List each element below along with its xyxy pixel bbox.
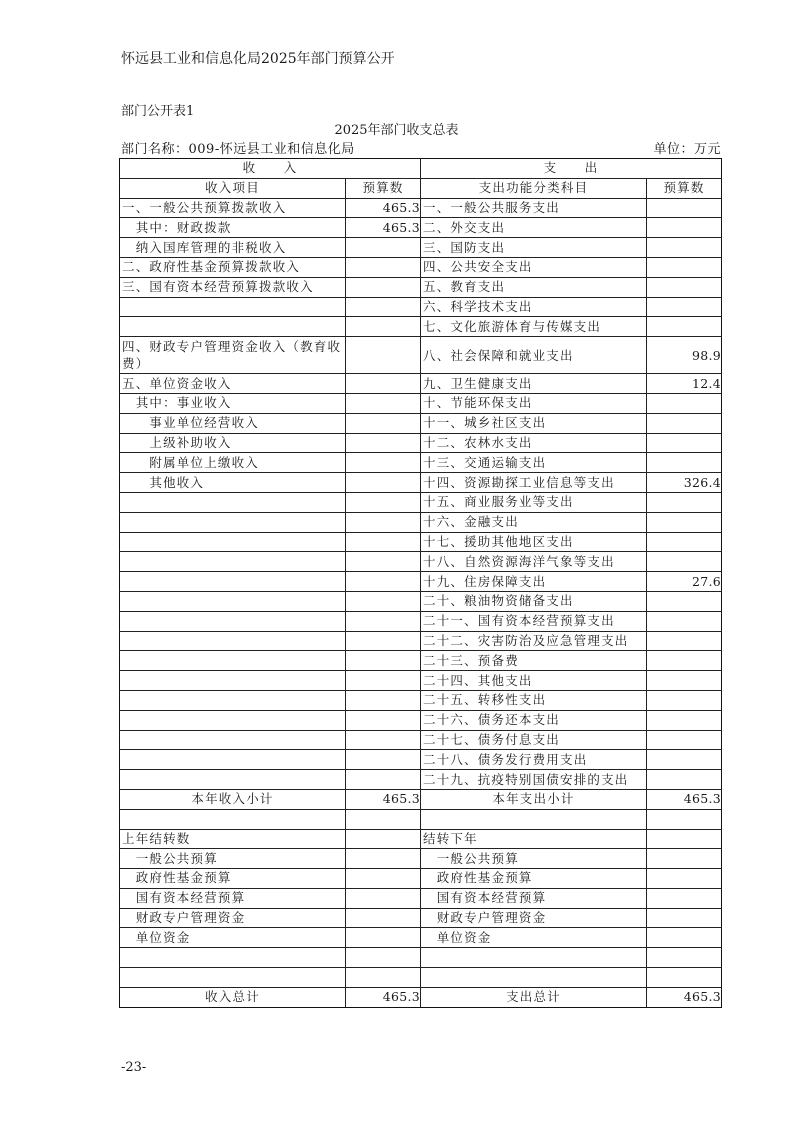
- income-budget-cell: [346, 512, 421, 532]
- expense-budget-cell: [647, 690, 722, 710]
- col-expense-budget: 预算数: [647, 178, 722, 198]
- expense-item-cell: 二十六、债务还本支出: [421, 710, 647, 730]
- expense-budget-cell: [647, 611, 722, 631]
- table-row: [120, 987, 722, 1007]
- expense-budget-cell: [647, 651, 722, 671]
- income-budget-cell: [346, 770, 421, 790]
- income-item-cell: [120, 809, 346, 829]
- expense-item-cell: 二十四、其他支出: [421, 671, 647, 691]
- income-item-cell: 三、国有资本经营预算拨款收入: [120, 277, 346, 297]
- income-budget-cell: [346, 829, 421, 849]
- income-budget-cell: 465.3: [346, 987, 421, 1007]
- income-item-cell: 上级补助收入: [120, 433, 346, 453]
- table-body: [120, 159, 722, 1008]
- table-row: [120, 277, 722, 297]
- expense-item-cell: 十二、农林水支出: [421, 433, 647, 453]
- table-row: [120, 750, 722, 770]
- table-row: [120, 218, 722, 238]
- income-item-cell: [120, 750, 346, 770]
- income-budget-cell: 465.3: [346, 198, 421, 218]
- table-row: [120, 968, 722, 988]
- expense-item-cell: 二十九、抗疫特别国债安排的支出: [421, 770, 647, 790]
- expense-item-cell: 五、教育支出: [421, 277, 647, 297]
- table-row: [120, 572, 722, 592]
- unit-label: 单位：万元: [653, 142, 721, 157]
- income-item-cell: [120, 631, 346, 651]
- expense-budget-cell: [647, 238, 722, 258]
- expense-budget-cell: 98.9: [647, 337, 722, 374]
- group-expense-header: 支 出: [421, 159, 722, 179]
- income-budget-cell: [346, 948, 421, 968]
- col-income-budget: 预算数: [346, 178, 421, 198]
- income-budget-cell: [346, 433, 421, 453]
- table-row: [120, 928, 722, 948]
- income-item-cell: 其中：事业收入: [120, 393, 346, 413]
- income-item-cell: 一、一般公共预算拨款收入: [120, 198, 346, 218]
- expense-budget-cell: [647, 277, 722, 297]
- income-budget-cell: [346, 257, 421, 277]
- income-budget-cell: [346, 908, 421, 928]
- income-item-cell: 单位资金: [120, 928, 346, 948]
- expense-item-cell: 二十、粮油物资储备支出: [421, 591, 647, 611]
- table-row: [120, 908, 722, 928]
- income-item-cell: 上年结转数: [120, 829, 346, 849]
- expense-item-cell: 二十八、债务发行费用支出: [421, 750, 647, 770]
- income-item-cell: 其他收入: [120, 473, 346, 493]
- income-budget-cell: [346, 337, 421, 374]
- income-budget-cell: [346, 651, 421, 671]
- expense-budget-cell: [647, 730, 722, 750]
- table-row: [120, 809, 722, 829]
- expense-item-cell: 十一、城乡社区支出: [421, 413, 647, 433]
- expense-budget-cell: [647, 671, 722, 691]
- expense-item-cell: 本年支出小计: [421, 789, 647, 809]
- income-budget-cell: [346, 968, 421, 988]
- table-row: [120, 651, 722, 671]
- income-item-cell: 四、财政专户管理资金收入（教育收费）: [120, 337, 346, 374]
- expense-budget-cell: [647, 809, 722, 829]
- expense-item-cell: 十七、援助其他地区支出: [421, 532, 647, 552]
- income-item-cell: [120, 948, 346, 968]
- expense-budget-cell: [647, 710, 722, 730]
- income-budget-cell: [346, 849, 421, 869]
- table-number: 部门公开表1: [121, 104, 195, 119]
- income-item-cell: [120, 512, 346, 532]
- income-budget-cell: [346, 671, 421, 691]
- income-budget-cell: [346, 710, 421, 730]
- income-item-cell: 纳入国库管理的非税收入: [120, 238, 346, 258]
- income-item-cell: [120, 552, 346, 572]
- table-row: [120, 238, 722, 258]
- income-item-cell: [120, 591, 346, 611]
- expense-item-cell: 十五、商业服务业等支出: [421, 492, 647, 512]
- income-item-cell: 收入总计: [120, 987, 346, 1007]
- expense-budget-cell: [647, 591, 722, 611]
- expense-budget-cell: [647, 888, 722, 908]
- group-header-row: [120, 159, 722, 179]
- expense-budget-cell: [647, 552, 722, 572]
- income-item-cell: 国有资本经营预算: [120, 888, 346, 908]
- page-number: -23-: [121, 1060, 147, 1075]
- income-budget-cell: [346, 413, 421, 433]
- income-budget-cell: 465.3: [346, 218, 421, 238]
- income-budget-cell: [346, 611, 421, 631]
- income-budget-cell: [346, 317, 421, 337]
- expense-budget-cell: [647, 453, 722, 473]
- expense-budget-cell: [647, 512, 722, 532]
- income-budget-cell: [346, 572, 421, 592]
- group-income-header: 收 入: [120, 159, 421, 179]
- expense-item-cell: 结转下年: [421, 829, 647, 849]
- expense-budget-cell: [647, 532, 722, 552]
- expense-item-cell: 支出总计: [421, 987, 647, 1007]
- table-row: [120, 317, 722, 337]
- expense-budget-cell: [647, 631, 722, 651]
- table-row: [120, 257, 722, 277]
- table-row: [120, 948, 722, 968]
- expense-budget-cell: 27.6: [647, 572, 722, 592]
- expense-item-cell: 六、科学技术支出: [421, 297, 647, 317]
- table-row: [120, 532, 722, 552]
- table-row: [120, 849, 722, 869]
- department-label: 部门名称：009-怀远县工业和信息化局: [121, 142, 355, 157]
- expense-item-cell: 十六、金融支出: [421, 512, 647, 532]
- income-budget-cell: [346, 473, 421, 493]
- income-item-cell: [120, 730, 346, 750]
- income-item-cell: [120, 690, 346, 710]
- table-row: [120, 690, 722, 710]
- income-budget-cell: [346, 631, 421, 651]
- expense-budget-cell: [647, 393, 722, 413]
- expense-item-cell: 三、国防支出: [421, 238, 647, 258]
- income-budget-cell: [346, 374, 421, 394]
- income-budget-cell: [346, 393, 421, 413]
- expense-item-cell: 四、公共安全支出: [421, 257, 647, 277]
- expense-item-cell: 十八、自然资源海洋气象等支出: [421, 552, 647, 572]
- table-row: [120, 671, 722, 691]
- table-row: [120, 512, 722, 532]
- expense-item-cell: 十九、住房保障支出: [421, 572, 647, 592]
- expense-item-cell: 十三、交通运输支出: [421, 453, 647, 473]
- expense-budget-cell: 326.4: [647, 473, 722, 493]
- expense-budget-cell: [647, 317, 722, 337]
- expense-budget-cell: [647, 218, 722, 238]
- col-income-item: 收入项目: [120, 178, 346, 198]
- income-budget-cell: [346, 492, 421, 512]
- expense-item-cell: 一般公共预算: [421, 849, 647, 869]
- income-budget-cell: [346, 869, 421, 889]
- table-row: [120, 473, 722, 493]
- expense-item-cell: 二十五、转移性支出: [421, 690, 647, 710]
- income-budget-cell: [346, 277, 421, 297]
- expense-item-cell: 单位资金: [421, 928, 647, 948]
- expense-budget-cell: [647, 908, 722, 928]
- expense-item-cell: 国有资本经营预算: [421, 888, 647, 908]
- income-item-cell: 事业单位经营收入: [120, 413, 346, 433]
- income-budget-cell: [346, 591, 421, 611]
- income-item-cell: 附属单位上缴收入: [120, 453, 346, 473]
- table-row: [120, 297, 722, 317]
- table-row: [120, 393, 722, 413]
- income-budget-cell: [346, 928, 421, 948]
- expense-budget-cell: [647, 433, 722, 453]
- income-item-cell: [120, 671, 346, 691]
- expense-budget-cell: [647, 750, 722, 770]
- expense-item-cell: 政府性基金预算: [421, 869, 647, 889]
- expense-item-cell: 二十七、债务付息支出: [421, 730, 647, 750]
- table-row: [120, 198, 722, 218]
- budget-summary-table: [119, 158, 722, 1008]
- income-item-cell: 政府性基金预算: [120, 869, 346, 889]
- expense-item-cell: 十四、资源勘探工业信息等支出: [421, 473, 647, 493]
- table-row: [120, 413, 722, 433]
- expense-budget-cell: [647, 198, 722, 218]
- income-budget-cell: [346, 750, 421, 770]
- expense-budget-cell: 465.3: [647, 789, 722, 809]
- income-item-cell: [120, 651, 346, 671]
- income-budget-cell: 465.3: [346, 789, 421, 809]
- income-budget-cell: [346, 532, 421, 552]
- income-budget-cell: [346, 552, 421, 572]
- expense-budget-cell: [647, 968, 722, 988]
- expense-item-cell: 二十二、灾害防治及应急管理支出: [421, 631, 647, 651]
- income-item-cell: [120, 532, 346, 552]
- income-budget-cell: [346, 453, 421, 473]
- table-row: [120, 631, 722, 651]
- income-item-cell: [120, 770, 346, 790]
- income-budget-cell: [346, 809, 421, 829]
- table-row: [120, 591, 722, 611]
- expense-budget-cell: [647, 829, 722, 849]
- income-item-cell: 财政专户管理资金: [120, 908, 346, 928]
- income-budget-cell: [346, 238, 421, 258]
- column-header-row: [120, 178, 722, 198]
- expense-item-cell: 十、节能环保支出: [421, 393, 647, 413]
- expense-budget-cell: [647, 928, 722, 948]
- table-row: [120, 730, 722, 750]
- expense-budget-cell: [647, 948, 722, 968]
- income-item-cell: [120, 297, 346, 317]
- table-title: 2025年部门收支总表: [334, 123, 459, 138]
- expense-budget-cell: [647, 869, 722, 889]
- income-item-cell: 本年收入小计: [120, 789, 346, 809]
- income-item-cell: 五、单位资金收入: [120, 374, 346, 394]
- expense-budget-cell: [647, 257, 722, 277]
- expense-budget-cell: [647, 492, 722, 512]
- expense-item-cell: 九、卫生健康支出: [421, 374, 647, 394]
- income-item-cell: 一般公共预算: [120, 849, 346, 869]
- income-item-cell: [120, 968, 346, 988]
- table-row: [120, 453, 722, 473]
- expense-item-cell: 二、外交支出: [421, 218, 647, 238]
- table-row: [120, 770, 722, 790]
- expense-budget-cell: [647, 297, 722, 317]
- expense-item-cell: 七、文化旅游体育与传媒支出: [421, 317, 647, 337]
- expense-item-cell: [421, 968, 647, 988]
- expense-item-cell: 一、一般公共服务支出: [421, 198, 647, 218]
- expense-budget-cell: [647, 413, 722, 433]
- expense-item-cell: [421, 809, 647, 829]
- table-row: [120, 829, 722, 849]
- income-item-cell: [120, 611, 346, 631]
- income-item-cell: [120, 492, 346, 512]
- income-budget-cell: [346, 297, 421, 317]
- table-row: [120, 789, 722, 809]
- expense-item-cell: [421, 948, 647, 968]
- expense-item-cell: 二十三、预备费: [421, 651, 647, 671]
- table-row: [120, 552, 722, 572]
- income-budget-cell: [346, 690, 421, 710]
- income-budget-cell: [346, 888, 421, 908]
- income-item-cell: [120, 317, 346, 337]
- income-item-cell: [120, 572, 346, 592]
- table-row: [120, 710, 722, 730]
- table-row: [120, 337, 722, 374]
- expense-item-cell: 八、社会保障和就业支出: [421, 337, 647, 374]
- expense-budget-cell: [647, 770, 722, 790]
- table-row: [120, 611, 722, 631]
- table-row: [120, 433, 722, 453]
- expense-budget-cell: 465.3: [647, 987, 722, 1007]
- table-row: [120, 869, 722, 889]
- col-expense-item: 支出功能分类科目: [421, 178, 647, 198]
- expense-budget-cell: 12.4: [647, 374, 722, 394]
- income-item-cell: 二、政府性基金预算拨款收入: [120, 257, 346, 277]
- expense-budget-cell: [647, 849, 722, 869]
- page-header: 怀远县工业和信息化局2025年部门预算公开: [121, 51, 395, 67]
- table-row: [120, 374, 722, 394]
- income-item-cell: 其中：财政拨款: [120, 218, 346, 238]
- expense-item-cell: 二十一、国有资本经营预算支出: [421, 611, 647, 631]
- table-row: [120, 492, 722, 512]
- expense-item-cell: 财政专户管理资金: [421, 908, 647, 928]
- income-item-cell: [120, 710, 346, 730]
- table-row: [120, 888, 722, 908]
- income-budget-cell: [346, 730, 421, 750]
